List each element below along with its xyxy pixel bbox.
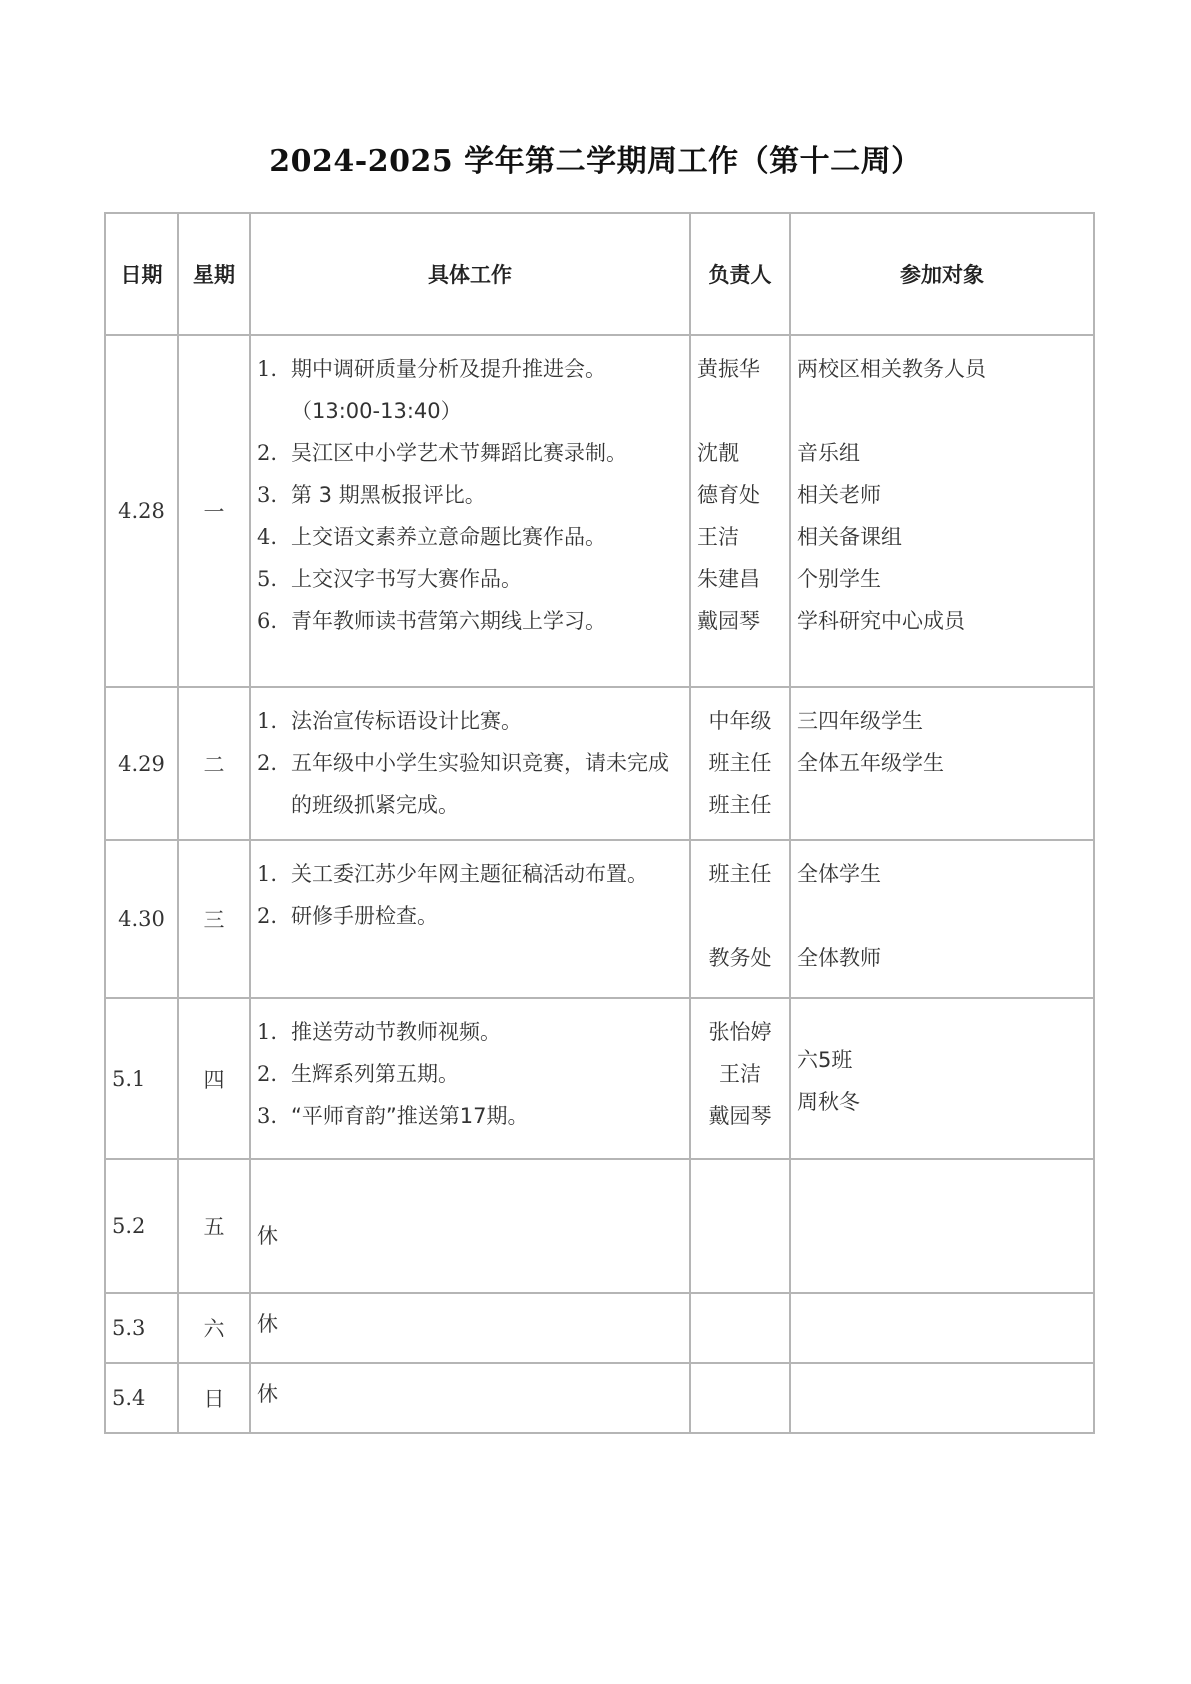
owner-name: 张怡婷 bbox=[708, 1020, 772, 1044]
row-tasks bbox=[250, 335, 690, 687]
list-item: 2. 吴江区中小学艺术节舞蹈比赛录制。 bbox=[257, 441, 627, 465]
row-date: 5.1 bbox=[105, 998, 178, 1159]
row-owners bbox=[690, 335, 790, 687]
row-owners bbox=[690, 840, 790, 998]
row-weekday: 日 bbox=[178, 1363, 250, 1433]
row-owners bbox=[690, 998, 790, 1159]
row-rest: 休 bbox=[250, 1159, 690, 1293]
table-row bbox=[105, 1159, 1094, 1293]
header-participants: 参加对象 bbox=[790, 213, 1094, 335]
weekly-schedule-table bbox=[104, 212, 1095, 1434]
row-weekday: 六 bbox=[178, 1293, 250, 1363]
participant-group: 个别学生 bbox=[797, 567, 881, 591]
page-title: 2024-2025 学年第二学期周工作（第十二周） bbox=[269, 144, 922, 179]
participant-group: 两校区相关教务人员 bbox=[797, 357, 986, 381]
participant-group: 周秋冬 bbox=[797, 1089, 860, 1114]
header-weekday: 星期 bbox=[178, 213, 250, 335]
owner-name: 德育处 bbox=[697, 483, 760, 507]
row-participants bbox=[790, 840, 1094, 998]
owner-name: 戴园琴 bbox=[697, 609, 760, 633]
table-row bbox=[105, 1293, 1094, 1363]
owner-name: 王洁 bbox=[697, 525, 739, 549]
row-participants bbox=[790, 687, 1094, 840]
list-item: 1. 关工委江苏少年网主题征稿活动布置。 bbox=[257, 862, 648, 886]
row-owners bbox=[690, 1293, 790, 1363]
row-tasks bbox=[250, 840, 690, 998]
participant-group: 六5班 bbox=[797, 1047, 853, 1072]
row-tasks bbox=[250, 687, 690, 840]
row-weekday: 三 bbox=[178, 840, 250, 998]
owner-name: 黄振华 bbox=[697, 357, 760, 381]
participant-group: 相关备课组 bbox=[797, 525, 902, 549]
row-date: 4.30 bbox=[105, 840, 178, 998]
row-date: 4.29 bbox=[105, 687, 178, 840]
owner-name: 戴园琴 bbox=[708, 1104, 772, 1128]
row-participants bbox=[790, 1293, 1094, 1363]
owner-name: 班主任 bbox=[708, 793, 772, 817]
list-item: 4. 上交语文素养立意命题比赛作品。 bbox=[257, 525, 606, 549]
row-date: 5.2 bbox=[105, 1159, 178, 1293]
header-date: 日期 bbox=[105, 213, 178, 335]
row-date: 5.3 bbox=[105, 1293, 178, 1363]
row-rest: 休 bbox=[250, 1363, 690, 1433]
owner-name: 中年级 bbox=[708, 709, 772, 733]
participant-group: 相关老师 bbox=[797, 483, 881, 507]
owner-name: 朱建昌 bbox=[697, 567, 760, 591]
table-row bbox=[105, 840, 1094, 998]
list-item: 3. 第 3 期黑板报评比。 bbox=[257, 483, 486, 507]
participant-group: 全体教师 bbox=[797, 946, 881, 970]
list-item: 2. 研修手册检查。 bbox=[257, 904, 438, 928]
owner-name: 王洁 bbox=[719, 1062, 761, 1086]
row-owners bbox=[690, 687, 790, 840]
list-item: 3. “平师育韵”推送第17期。 bbox=[257, 1104, 529, 1128]
row-rest: 休 bbox=[250, 1293, 690, 1363]
row-participants bbox=[790, 998, 1094, 1159]
row-weekday: 一 bbox=[178, 335, 250, 687]
table-row bbox=[105, 687, 1094, 840]
list-item: 5. 上交汉字书写大赛作品。 bbox=[257, 567, 522, 591]
table-row bbox=[105, 998, 1094, 1159]
list-item: 1. 推送劳动节教师视频。 bbox=[257, 1020, 501, 1044]
row-weekday: 四 bbox=[178, 998, 250, 1159]
row-date: 5.4 bbox=[105, 1363, 178, 1433]
row-weekday: 五 bbox=[178, 1159, 250, 1293]
list-item: 1. 期中调研质量分析及提升推进会。（13:00-13:40） bbox=[257, 357, 606, 423]
participant-group: 学科研究中心成员 bbox=[797, 609, 965, 633]
table-row bbox=[105, 335, 1094, 687]
owner-name: 班主任 bbox=[708, 751, 772, 775]
participant-group: 全体五年级学生 bbox=[797, 751, 944, 775]
participant-group: 三四年级学生 bbox=[797, 709, 923, 733]
participant-group: 全体学生 bbox=[797, 862, 881, 886]
list-item: 6. 青年教师读书营第六期线上学习。 bbox=[257, 609, 606, 633]
list-item: 1. 法治宣传标语设计比赛。 bbox=[257, 709, 522, 733]
header-row bbox=[105, 213, 1094, 335]
participant-group: 音乐组 bbox=[797, 441, 860, 465]
row-participants bbox=[790, 1159, 1094, 1293]
row-participants bbox=[790, 1363, 1094, 1433]
row-participants bbox=[790, 335, 1094, 687]
list-item: 2. 生辉系列第五期。 bbox=[257, 1062, 459, 1086]
table-row bbox=[105, 1363, 1094, 1433]
row-owners bbox=[690, 1363, 790, 1433]
row-tasks bbox=[250, 998, 690, 1159]
owner-name: 教务处 bbox=[708, 946, 772, 970]
row-owners bbox=[690, 1159, 790, 1293]
list-item: 2. 五年级中小学生实验知识竞赛，请未完成的班级抓紧完成。 bbox=[257, 751, 669, 817]
owner-name: 班主任 bbox=[708, 862, 772, 886]
row-date: 4.28 bbox=[105, 335, 178, 687]
row-weekday: 二 bbox=[178, 687, 250, 840]
header-owner: 负责人 bbox=[690, 213, 790, 335]
owner-name: 沈靓 bbox=[697, 441, 739, 465]
header-tasks: 具体工作 bbox=[250, 213, 690, 335]
